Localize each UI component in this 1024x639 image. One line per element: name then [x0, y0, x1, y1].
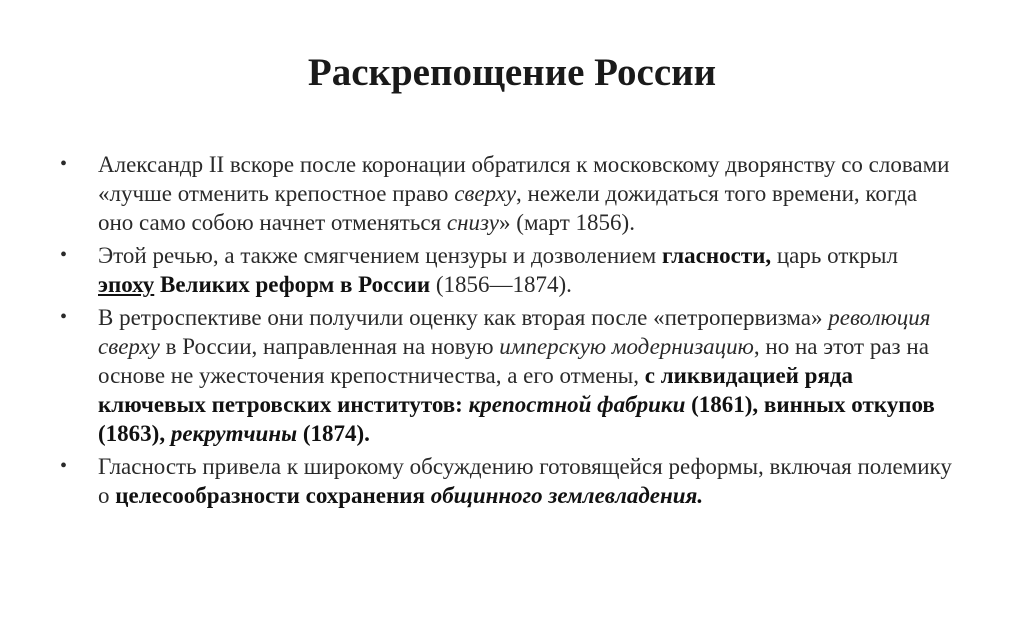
bullet-item [58, 150, 958, 237]
bullet-text-bold: (1874). [297, 421, 370, 446]
bullet-text-italic: имперскую модернизацию [499, 334, 754, 359]
bullet-text-bold: Великих реформ в России [154, 272, 431, 297]
bullet-text-bold-italic: общинного землевладения. [430, 483, 704, 508]
bullet-text: В ретроспективе они получили оценку как вторая после «петропервизма» [98, 305, 829, 330]
bullet-text: Этой речью, а также смягчением цензуры и дозволением [98, 243, 662, 268]
bullet-marker: • [60, 306, 68, 328]
bullet-text-bold: (1861), винных откупов (1863), [98, 392, 935, 446]
bullet-text-bold-italic: рекрутчины [170, 421, 298, 446]
bullet-list [58, 150, 958, 514]
bullet-text-bold: гласности, [661, 243, 772, 268]
bullet-item [58, 303, 958, 448]
bullet-text-italic: сверху [454, 181, 517, 206]
slide-title: Раскрепощение России [307, 51, 717, 94]
bullet-text: Александр II вскоре после коронации обратился к московскому дворянству со словами «лучше отменить крепостное право [98, 152, 950, 206]
bullet-text: » (март 1856). [499, 210, 635, 235]
bullet-marker: • [60, 455, 68, 477]
bullet-text: в России, направленная на новую [159, 334, 500, 359]
bullet-text-bold: с ликвидацией ряда ключевых петровских институтов: [98, 363, 854, 417]
bullet-item [58, 452, 958, 510]
bullet-text-bold: целесообразности сохранения [115, 483, 431, 508]
bullet-text-italic: снизу [446, 210, 500, 235]
bullet-text-italic: революция сверху [98, 305, 931, 359]
bullet-text-bold-underlined: эпоху [98, 272, 155, 297]
bullet-text: , но на этот раз на основе не ужесточения крепостничества, а его отмены, [98, 334, 929, 388]
bullet-item [58, 241, 958, 299]
bullet-marker: • [60, 244, 68, 266]
bullet-marker: • [60, 153, 68, 175]
bullet-text-bold-italic: крепостной фабрики [468, 392, 686, 417]
bullet-text: царь открыл [771, 243, 898, 268]
bullet-text: (1856—1874). [430, 272, 572, 297]
bullet-text: Гласность привела к широкому обсуждению готовящейся реформы, включая полемику о [98, 454, 952, 508]
bullet-text: , нежели дожидаться того времени, когда оно само собою начнет отменяться [98, 181, 918, 235]
